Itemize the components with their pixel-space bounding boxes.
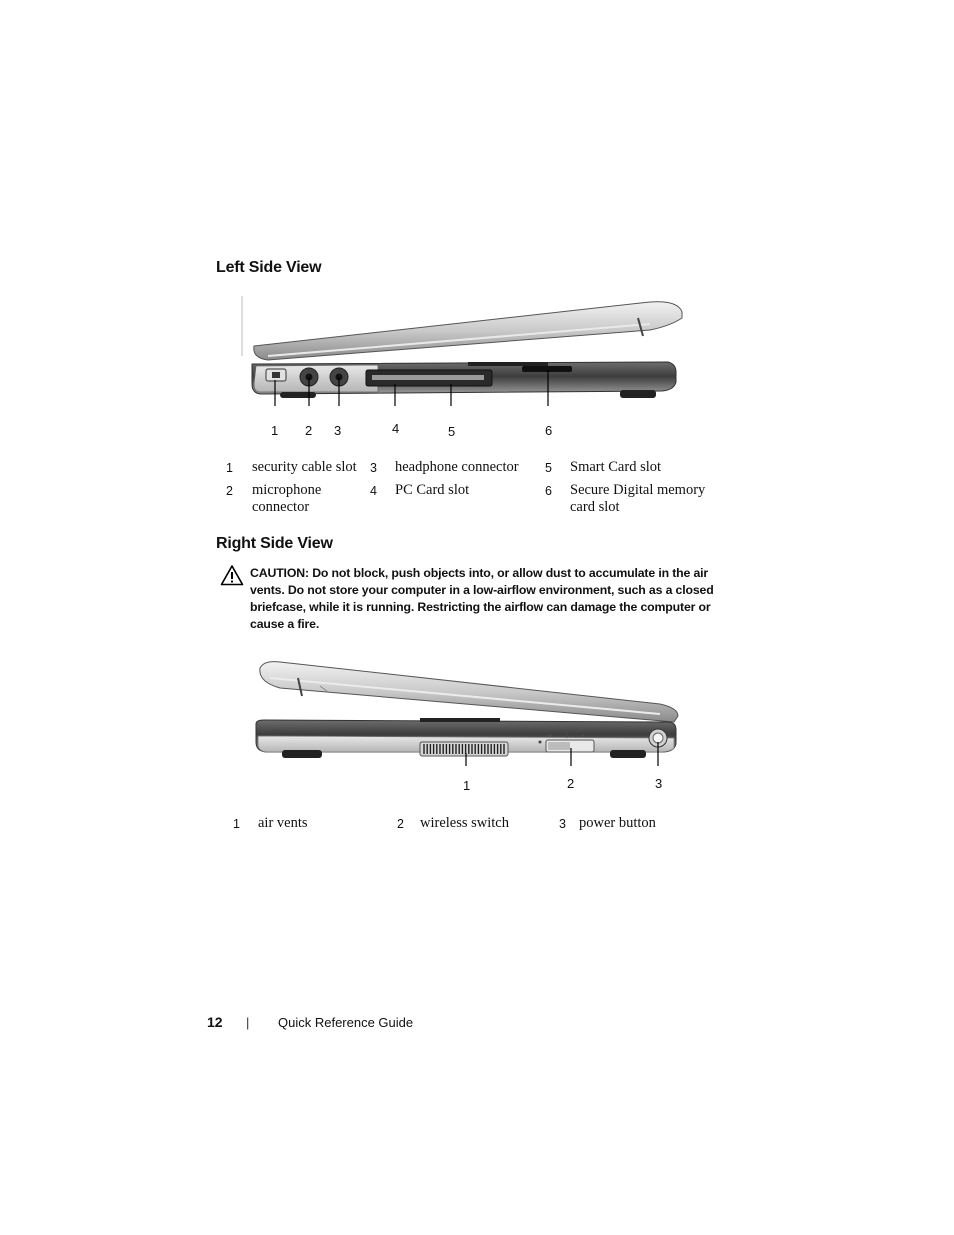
laptop-left-side-illustration [238, 296, 683, 406]
callout-2: 2 [305, 423, 313, 438]
section-heading-right-side-view: Right Side View [216, 535, 333, 552]
legend-text: headphone connector [395, 459, 519, 475]
legend-text: Smart Card slot [570, 459, 662, 475]
legend-number: 1 [233, 817, 240, 831]
section-heading-left-side-view: Left Side View [216, 259, 322, 276]
legend-text: microphone connector [252, 482, 322, 515]
callout-1: 1 [271, 423, 279, 438]
callout-5: 5 [448, 424, 456, 439]
legend-number: 6 [545, 484, 552, 498]
legend-text: Secure Digital memory card slot [570, 482, 706, 515]
callout-3: 3 [334, 423, 342, 438]
legend-number: 3 [370, 461, 377, 475]
footer-title: Quick Reference Guide [278, 1015, 414, 1030]
callout-6: 6 [545, 423, 553, 438]
warning-triangle-icon [220, 564, 244, 591]
callout-1: 1 [463, 778, 471, 793]
svg-text:›: › [582, 732, 585, 739]
caution-text [250, 565, 720, 633]
legend-number: 2 [397, 817, 404, 831]
callout-4: 4 [392, 421, 400, 436]
svg-text:|: | [566, 732, 569, 739]
left-side-view-figure [238, 296, 683, 411]
callout-3: 3 [655, 776, 663, 791]
legend-number: 2 [226, 484, 233, 498]
legend-number: 4 [370, 484, 377, 498]
legend-number: 1 [226, 461, 233, 475]
legend-number: 5 [545, 461, 552, 475]
page-number: 12 [207, 1014, 223, 1030]
legend-text: power button [579, 815, 656, 831]
caution-body: Do not block, push objects into, or allow dust to accumulate in the air vents. Do not store your computer in a low-airflow environment, such as a closed briefcase, while it is running. Restricting the airflow can damage the computer or cause a fire. [250, 566, 714, 631]
right-side-view-figure [250, 656, 682, 771]
svg-text:o: o [548, 732, 552, 739]
legend-text: air vents [258, 815, 308, 831]
legend-number: 3 [559, 817, 566, 831]
footer-separator: | [246, 1015, 250, 1030]
callout-2: 2 [567, 776, 575, 791]
legend-text: PC Card slot [395, 482, 470, 498]
laptop-right-side-illustration [250, 656, 682, 766]
caution-label: CAUTION: [250, 566, 309, 580]
legend-text: wireless switch [420, 815, 509, 831]
legend-text: security cable slot [252, 459, 357, 475]
